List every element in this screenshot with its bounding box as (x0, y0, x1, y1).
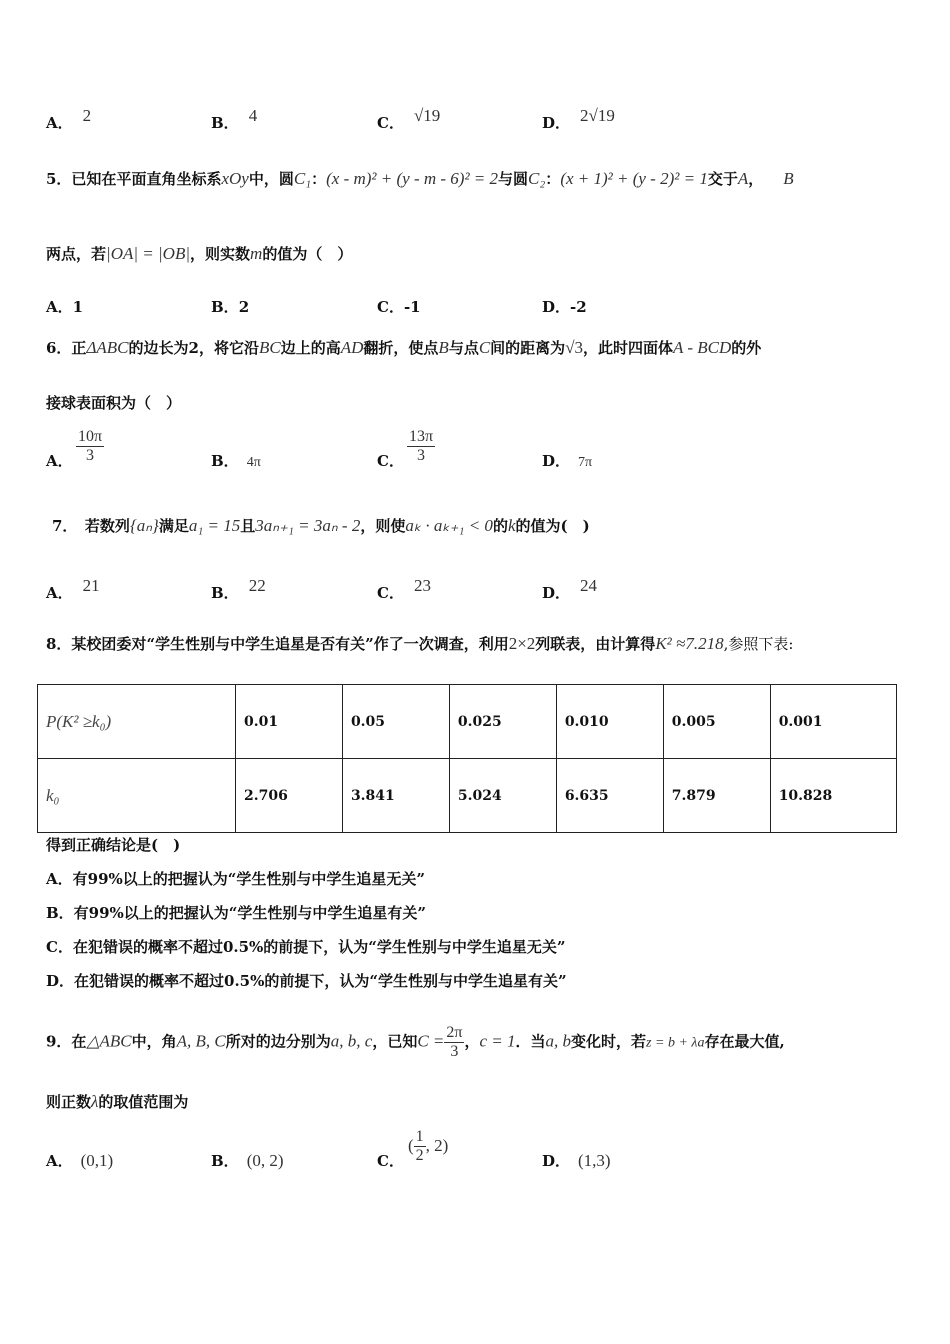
q6-option-c: C． (377, 452, 404, 470)
q4-option-a: A． 2 (46, 106, 92, 132)
q5-options (46, 296, 746, 336)
table-cell: 7.879 (663, 759, 770, 833)
k-critical-value-table (37, 684, 897, 833)
table-cell: 0.01 (236, 685, 343, 759)
q5-option-b: B．2 (211, 298, 250, 316)
q9-options (46, 1128, 746, 1176)
table-cell-label: k₀ (38, 759, 236, 833)
q9-option-c-fraction: $\frac{1}{2}$ (415, 1128, 424, 1164)
table-row-k0 (38, 759, 897, 833)
table-cell: 0.001 (770, 685, 896, 759)
table-cell: 10.828 (770, 759, 896, 833)
q9-option-c-interval: ( $\frac{1}{2}$ , 2) (408, 1128, 449, 1164)
q9-option-a: A． (0,1) (46, 1151, 114, 1170)
q5-option-a: A．1 (46, 298, 84, 316)
q6-stem-line1: 6．正ΔABC的边长为2，将它沿BC边上的高AD翻折，使点B与点C间的距离为√3，此时四面体A - BCD的外 (46, 338, 762, 357)
q9-option-c: C． (377, 1152, 404, 1170)
q5-stem-line2: 两点，若|OA| = |OB|，则实数m的值为（ ） (46, 244, 353, 263)
q7-option-b: B． 22 (211, 576, 266, 602)
q6-stem-line2: 接球表面积为（ ） (46, 394, 182, 412)
q4-option-d: D． 2√19 (542, 106, 615, 132)
q9-option-b: B． (0, 2) (211, 1151, 284, 1170)
q6-option-c-fraction: $\frac{13\pi}{3}$ (409, 428, 434, 464)
q8-stem: 8．某校团委对“学生性别与中学生追星是否有关”作了一次调查，利用2×2列联表，由计算得K² ≈7.218,参照下表: (46, 634, 794, 653)
q6-options (46, 428, 746, 476)
q7-option-d: D． 24 (542, 576, 598, 602)
q5-option-d: D．-2 (542, 298, 587, 316)
q7-option-c: C． 23 (377, 576, 431, 602)
q6-option-a: A． (46, 452, 73, 470)
q9-angle-fraction: $\frac{2\pi}{3}$ (446, 1024, 463, 1060)
q8-option-b: B．有99%以上的把握认为“学生性别与中学生追星有关” (46, 904, 427, 922)
table-cell: 6.635 (556, 759, 663, 833)
table-cell: 3.841 (342, 759, 449, 833)
q9-stem-line1: 9．在△ABC中，角A, B, C所对的边分别为a, b, c，已知C = $\frac{2\pi}{3}$ ，c = 1．当a, b变化时，若z = b + λa存在最大值, (46, 1024, 785, 1060)
q9-option-d: D． (1,3) (542, 1151, 611, 1170)
q8-prompt: 得到正确结论是( ) (46, 836, 181, 854)
q7-option-a: A． 21 (46, 576, 100, 602)
q8-option-a: A．有99%以上的把握认为“学生性别与中学生追星无关” (46, 870, 426, 888)
q6-option-b: B． 4π (211, 452, 261, 470)
q4-options (46, 106, 746, 152)
q7-options (46, 576, 746, 622)
table-cell-label: P(K² ≥k₀) (38, 685, 236, 759)
table-cell: 0.025 (449, 685, 556, 759)
table-cell: 0.010 (556, 685, 663, 759)
table-cell: 0.005 (663, 685, 770, 759)
q7-stem: 7． 若数列{aₙ}满足a₁ = 15且3aₙ₊₁ = 3aₙ - 2，则使aₖ · aₖ₊₁ < 0的k的值为( ) (52, 516, 590, 535)
q6-option-a-fraction: $\frac{10\pi}{3}$ (78, 428, 103, 464)
table-cell: 5.024 (449, 759, 556, 833)
q5-stem-line1: 5．已知在平面直角坐标系xOy中，圆C₁：(x - m)² + (y - m - 6)² = 2与圆C₂：(x + 1)² + (y - 2)² = 1交于A， B (46, 169, 794, 188)
table-row-probability (38, 685, 897, 759)
table-cell: 2.706 (236, 759, 343, 833)
q8-option-c: C．在犯错误的概率不超过0.5%的前提下，认为“学生性别与中学生追星无关” (46, 938, 566, 956)
q4-option-c: C． √19 (377, 106, 441, 132)
q8-option-d: D．在犯错误的概率不超过0.5%的前提下，认为“学生性别与中学生追星有关” (46, 972, 567, 990)
q5-option-c: C．-1 (377, 298, 421, 316)
q9-stem-line2: 则正数λ的取值范围为 (46, 1092, 189, 1111)
q6-option-d: D． 7π (542, 452, 593, 470)
q4-option-b: B． 4 (211, 106, 258, 132)
table-cell: 0.05 (342, 685, 449, 759)
